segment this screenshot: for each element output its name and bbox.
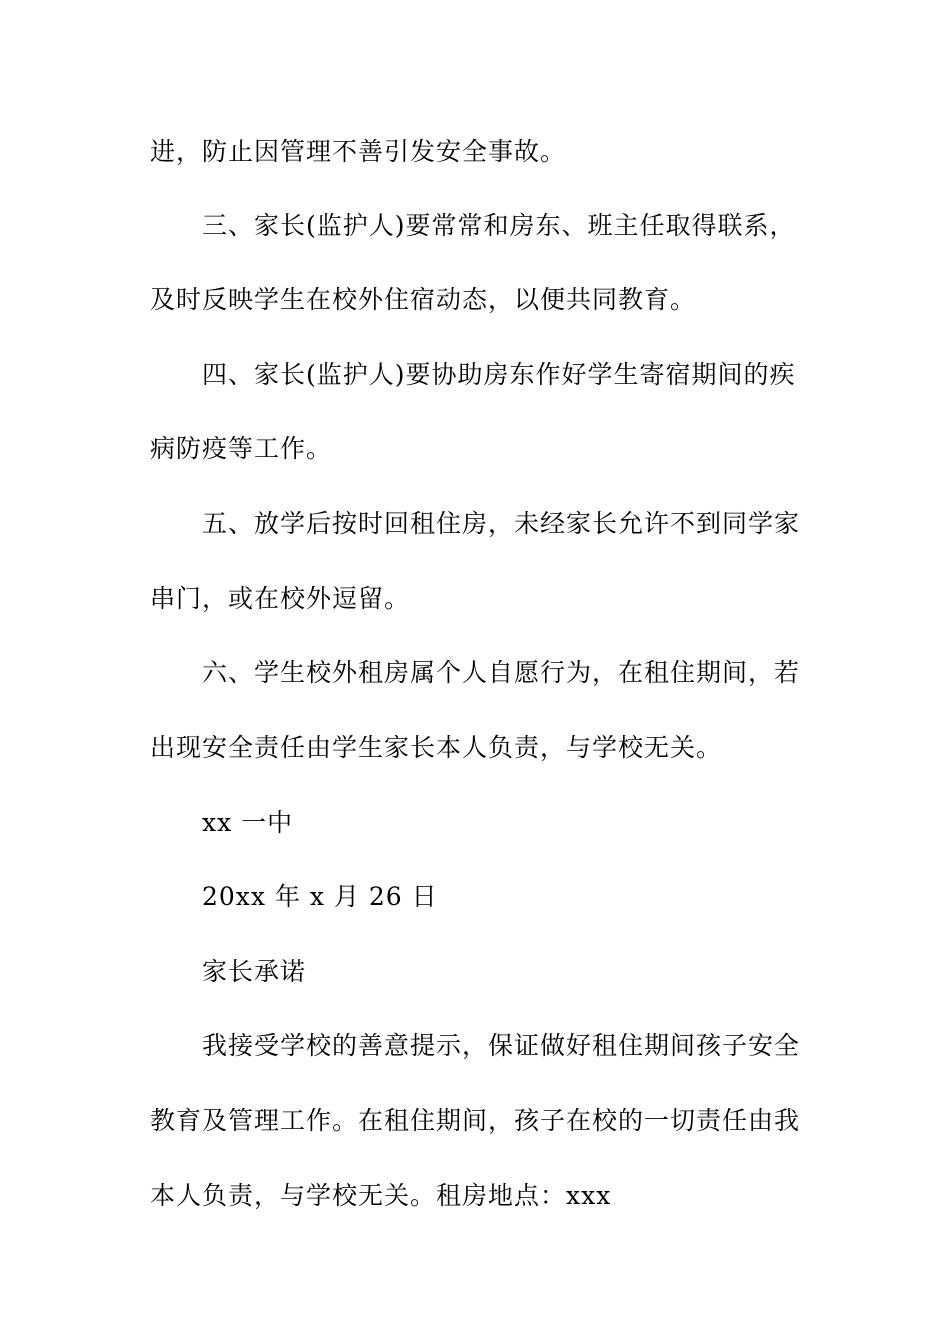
clause-four-line-1: 四、家长(监护人)要协助房东作好学生寄宿期间的疾 bbox=[202, 360, 796, 389]
clause-five-line-2: 串门，或在校外逗留。 bbox=[150, 584, 411, 613]
clause-six-line-2: 出现安全责任由学生家长本人负责，与学校无关。 bbox=[150, 733, 723, 762]
clause-five-line-1: 五、放学后按时回租住房，未经家长允许不到同学家 bbox=[202, 509, 801, 538]
text-line: 进，防止因管理不善引发安全事故。 bbox=[150, 137, 567, 166]
clause-six-line-1: 六、学生校外租房属个人自愿行为，在租住期间，若 bbox=[202, 658, 801, 687]
school-signature: xx 一中 bbox=[202, 808, 294, 837]
promise-line-2: 教育及管理工作。在租住期间，孩子在校的一切责任由我 bbox=[150, 1106, 801, 1135]
clause-four-line-2: 病防疫等工作。 bbox=[150, 434, 333, 463]
parent-promise-heading: 家长承诺 bbox=[202, 957, 307, 986]
clause-three-line-1: 三、家长(监护人)要常常和房东、班主任取得联系， bbox=[202, 211, 796, 240]
document-date: 20xx 年 x 月 26 日 bbox=[202, 882, 438, 911]
promise-line-3: 本人负责，与学校无关。租房地点：xxx bbox=[150, 1181, 612, 1210]
promise-line-1: 我接受学校的善意提示，保证做好租住期间孩子安全 bbox=[202, 1031, 801, 1060]
clause-three-line-2: 及时反映学生在校外住宿动态，以便共同教育。 bbox=[150, 285, 697, 314]
